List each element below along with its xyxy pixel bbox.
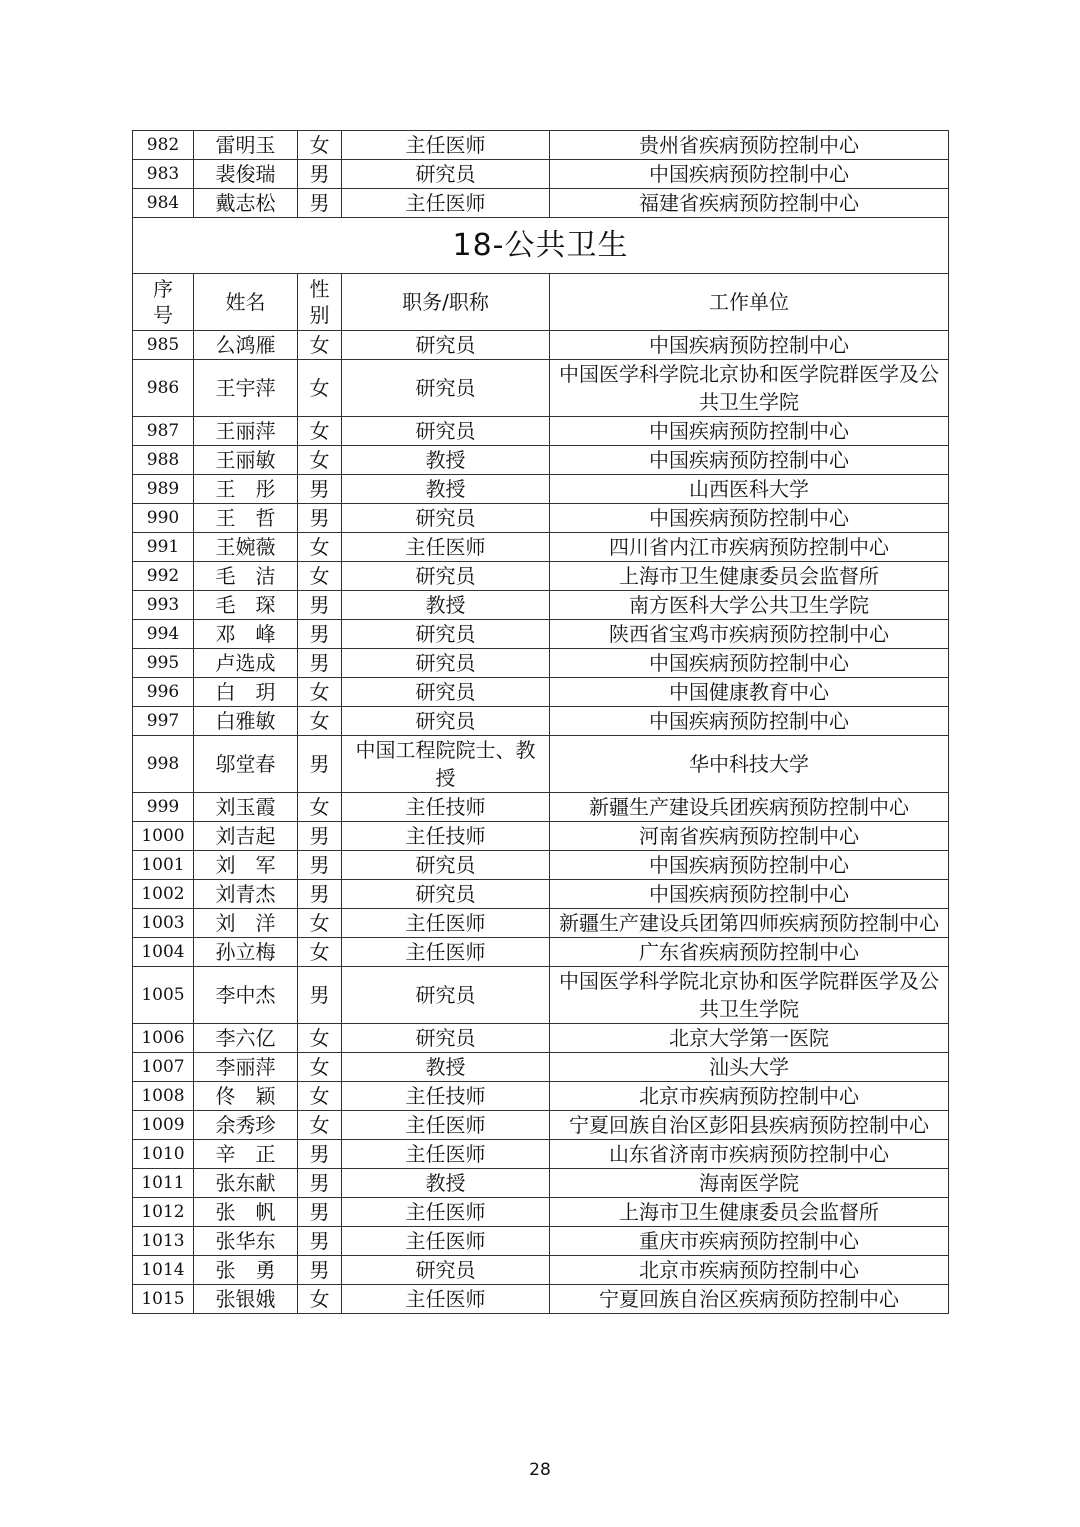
cell-unit: 华中科技大学 (550, 736, 949, 793)
cell-no: 983 (133, 160, 194, 189)
cell-unit: 中国疾病预防控制中心 (550, 851, 949, 880)
table-row (133, 1227, 949, 1256)
cell-gender: 男 (298, 967, 342, 1024)
cell-title: 研究员 (342, 417, 550, 446)
cell-no: 1014 (133, 1256, 194, 1285)
cell-no: 1002 (133, 880, 194, 909)
table-row (133, 967, 949, 1024)
cell-unit: 重庆市疾病预防控制中心 (550, 1227, 949, 1256)
cell-unit: 贵州省疾病预防控制中心 (550, 131, 949, 160)
cell-gender: 男 (298, 851, 342, 880)
cell-name: 毛 洁 (194, 562, 298, 591)
cell-gender: 女 (298, 446, 342, 475)
cell-name: 余秀珍 (194, 1111, 298, 1140)
cell-name: 毛 琛 (194, 591, 298, 620)
cell-title: 主任医师 (342, 909, 550, 938)
cell-no: 1004 (133, 938, 194, 967)
table-row (133, 475, 949, 504)
cell-no: 992 (133, 562, 194, 591)
cell-no: 1007 (133, 1053, 194, 1082)
cell-unit: 中国医学科学院北京协和医学院群医学及公共卫生学院 (550, 967, 949, 1024)
cell-unit: 中国疾病预防控制中心 (550, 160, 949, 189)
cell-unit: 海南医学院 (550, 1169, 949, 1198)
cell-gender: 女 (298, 131, 342, 160)
cell-title: 主任医师 (342, 938, 550, 967)
cell-unit: 上海市卫生健康委员会监督所 (550, 1198, 949, 1227)
table-row (133, 591, 949, 620)
cell-no: 982 (133, 131, 194, 160)
header-unit: 工作单位 (550, 274, 949, 331)
cell-title: 研究员 (342, 880, 550, 909)
cell-name: 戴志松 (194, 189, 298, 218)
cell-no: 991 (133, 533, 194, 562)
cell-title: 主任技师 (342, 1082, 550, 1111)
table-row (133, 504, 949, 533)
table-row (133, 880, 949, 909)
cell-no: 998 (133, 736, 194, 793)
cell-title: 教授 (342, 1169, 550, 1198)
cell-gender: 男 (298, 736, 342, 793)
cell-no: 988 (133, 446, 194, 475)
cell-name: 张 帆 (194, 1198, 298, 1227)
section-rows (133, 331, 949, 1314)
cell-unit: 河南省疾病预防控制中心 (550, 822, 949, 851)
cell-gender: 女 (298, 562, 342, 591)
cell-gender: 女 (298, 360, 342, 417)
cell-gender: 女 (298, 678, 342, 707)
cell-title: 主任医师 (342, 131, 550, 160)
cell-name: 孙立梅 (194, 938, 298, 967)
table-row (133, 793, 949, 822)
cell-no: 993 (133, 591, 194, 620)
cell-gender: 女 (298, 331, 342, 360)
cell-name: 王宇萍 (194, 360, 298, 417)
table-row (133, 562, 949, 591)
cell-no: 1015 (133, 1285, 194, 1314)
cell-gender: 女 (298, 533, 342, 562)
table-row (133, 533, 949, 562)
cell-no: 1012 (133, 1198, 194, 1227)
cell-unit: 宁夏回族自治区疾病预防控制中心 (550, 1285, 949, 1314)
cell-unit: 北京市疾病预防控制中心 (550, 1082, 949, 1111)
cell-unit: 宁夏回族自治区彭阳县疾病预防控制中心 (550, 1111, 949, 1140)
cell-gender: 男 (298, 189, 342, 218)
table-row (133, 822, 949, 851)
table-row (133, 707, 949, 736)
cell-unit: 汕头大学 (550, 1053, 949, 1082)
cell-unit: 中国疾病预防控制中心 (550, 446, 949, 475)
table-row (133, 678, 949, 707)
cell-unit: 陕西省宝鸡市疾病预防控制中心 (550, 620, 949, 649)
cell-unit: 中国医学科学院北京协和医学院群医学及公共卫生学院 (550, 360, 949, 417)
section-header (133, 218, 949, 331)
cell-name: 刘 洋 (194, 909, 298, 938)
cell-unit: 北京市疾病预防控制中心 (550, 1256, 949, 1285)
cell-gender: 男 (298, 880, 342, 909)
cell-title: 研究员 (342, 331, 550, 360)
cell-gender: 男 (298, 1198, 342, 1227)
cell-gender: 男 (298, 160, 342, 189)
cell-name: 王 彤 (194, 475, 298, 504)
cell-no: 997 (133, 707, 194, 736)
page-number: 28 (529, 1460, 551, 1480)
cell-no: 990 (133, 504, 194, 533)
cell-title: 研究员 (342, 1256, 550, 1285)
cell-no: 1008 (133, 1082, 194, 1111)
cell-gender: 男 (298, 504, 342, 533)
cell-title: 研究员 (342, 851, 550, 880)
table-row (133, 1198, 949, 1227)
cell-no: 999 (133, 793, 194, 822)
column-headers (133, 274, 949, 331)
table-row (133, 1256, 949, 1285)
table-row (133, 736, 949, 793)
cell-name: 辛 正 (194, 1140, 298, 1169)
table-row (133, 1285, 949, 1314)
cell-unit: 中国疾病预防控制中心 (550, 504, 949, 533)
table-row (133, 938, 949, 967)
cell-unit: 新疆生产建设兵团第四师疾病预防控制中心 (550, 909, 949, 938)
cell-title: 中国工程院院士、教授 (342, 736, 550, 793)
header-title: 职务/职称 (342, 274, 550, 331)
cell-gender: 男 (298, 649, 342, 678)
cell-name: 王婉薇 (194, 533, 298, 562)
cell-title: 研究员 (342, 1024, 550, 1053)
cell-gender: 女 (298, 707, 342, 736)
cell-name: 刘玉霞 (194, 793, 298, 822)
cell-gender: 男 (298, 620, 342, 649)
cell-gender: 女 (298, 938, 342, 967)
table-row (133, 189, 949, 218)
cell-title: 教授 (342, 446, 550, 475)
table-row (133, 1082, 949, 1111)
cell-title: 主任医师 (342, 533, 550, 562)
previous-section-rows (133, 131, 949, 218)
cell-name: 李丽萍 (194, 1053, 298, 1082)
cell-unit: 中国疾病预防控制中心 (550, 331, 949, 360)
cell-no: 986 (133, 360, 194, 417)
cell-no: 985 (133, 331, 194, 360)
cell-name: 李六亿 (194, 1024, 298, 1053)
cell-title: 研究员 (342, 562, 550, 591)
cell-gender: 男 (298, 1227, 342, 1256)
cell-gender: 男 (298, 1169, 342, 1198)
table-row (133, 331, 949, 360)
cell-gender: 男 (298, 475, 342, 504)
cell-gender: 女 (298, 1111, 342, 1140)
cell-unit: 四川省内江市疾病预防控制中心 (550, 533, 949, 562)
cell-gender: 男 (298, 822, 342, 851)
cell-title: 研究员 (342, 678, 550, 707)
cell-unit: 中国健康教育中心 (550, 678, 949, 707)
cell-name: 王丽萍 (194, 417, 298, 446)
cell-unit: 上海市卫生健康委员会监督所 (550, 562, 949, 591)
cell-name: 王 哲 (194, 504, 298, 533)
cell-gender: 女 (298, 1024, 342, 1053)
cell-no: 987 (133, 417, 194, 446)
cell-no: 1010 (133, 1140, 194, 1169)
cell-title: 教授 (342, 1053, 550, 1082)
cell-title: 研究员 (342, 620, 550, 649)
cell-name: 张 勇 (194, 1256, 298, 1285)
table-row (133, 360, 949, 417)
cell-unit: 中国疾病预防控制中心 (550, 649, 949, 678)
cell-no: 995 (133, 649, 194, 678)
table-row (133, 620, 949, 649)
cell-name: 张华东 (194, 1227, 298, 1256)
cell-name: 刘 军 (194, 851, 298, 880)
header-no: 序号 (133, 274, 194, 331)
cell-no: 1000 (133, 822, 194, 851)
cell-no: 1001 (133, 851, 194, 880)
table-row (133, 1140, 949, 1169)
cell-no: 1011 (133, 1169, 194, 1198)
cell-title: 研究员 (342, 649, 550, 678)
cell-title: 研究员 (342, 967, 550, 1024)
cell-title: 主任医师 (342, 1111, 550, 1140)
cell-name: 王丽敏 (194, 446, 298, 475)
cell-unit: 山西医科大学 (550, 475, 949, 504)
cell-title: 研究员 (342, 160, 550, 189)
table-row (133, 1053, 949, 1082)
cell-name: 裴俊瑞 (194, 160, 298, 189)
cell-no: 994 (133, 620, 194, 649)
roster-table (132, 130, 949, 1314)
cell-title: 主任医师 (342, 1198, 550, 1227)
cell-unit: 北京大学第一医院 (550, 1024, 949, 1053)
table-row (133, 649, 949, 678)
cell-gender: 男 (298, 591, 342, 620)
cell-unit: 新疆生产建设兵团疾病预防控制中心 (550, 793, 949, 822)
cell-name: 邬堂春 (194, 736, 298, 793)
cell-gender: 女 (298, 1285, 342, 1314)
cell-no: 1009 (133, 1111, 194, 1140)
cell-title: 主任技师 (342, 793, 550, 822)
cell-unit: 中国疾病预防控制中心 (550, 707, 949, 736)
cell-name: 卢选成 (194, 649, 298, 678)
cell-gender: 女 (298, 909, 342, 938)
table-row (133, 1169, 949, 1198)
cell-unit: 中国疾病预防控制中心 (550, 417, 949, 446)
table-row (133, 446, 949, 475)
cell-no: 996 (133, 678, 194, 707)
cell-no: 1006 (133, 1024, 194, 1053)
cell-gender: 女 (298, 1053, 342, 1082)
cell-unit: 山东省济南市疾病预防控制中心 (550, 1140, 949, 1169)
header-gender: 性别 (298, 274, 342, 331)
cell-unit: 广东省疾病预防控制中心 (550, 938, 949, 967)
cell-title: 主任医师 (342, 1227, 550, 1256)
cell-gender: 男 (298, 1256, 342, 1285)
cell-unit: 福建省疾病预防控制中心 (550, 189, 949, 218)
cell-name: 么鸿雁 (194, 331, 298, 360)
section-title: 18-公共卫生 (133, 218, 949, 274)
cell-name: 佟 颖 (194, 1082, 298, 1111)
cell-title: 主任医师 (342, 189, 550, 218)
cell-name: 张银娥 (194, 1285, 298, 1314)
cell-title: 主任医师 (342, 1140, 550, 1169)
cell-no: 984 (133, 189, 194, 218)
cell-title: 教授 (342, 475, 550, 504)
table-row (133, 160, 949, 189)
table-row (133, 909, 949, 938)
cell-name: 邓 峰 (194, 620, 298, 649)
cell-name: 刘吉起 (194, 822, 298, 851)
cell-no: 989 (133, 475, 194, 504)
cell-gender: 女 (298, 1082, 342, 1111)
table-row (133, 1024, 949, 1053)
cell-no: 1013 (133, 1227, 194, 1256)
cell-title: 研究员 (342, 504, 550, 533)
cell-title: 研究员 (342, 707, 550, 736)
cell-name: 刘青杰 (194, 880, 298, 909)
cell-gender: 女 (298, 793, 342, 822)
cell-title: 主任技师 (342, 822, 550, 851)
cell-name: 雷明玉 (194, 131, 298, 160)
header-name: 姓名 (194, 274, 298, 331)
table-row (133, 851, 949, 880)
cell-no: 1003 (133, 909, 194, 938)
cell-name: 李中杰 (194, 967, 298, 1024)
cell-gender: 男 (298, 1140, 342, 1169)
table-row (133, 131, 949, 160)
cell-title: 主任医师 (342, 1285, 550, 1314)
cell-no: 1005 (133, 967, 194, 1024)
cell-unit: 中国疾病预防控制中心 (550, 880, 949, 909)
cell-name: 白 玥 (194, 678, 298, 707)
cell-gender: 女 (298, 417, 342, 446)
table-row (133, 1111, 949, 1140)
cell-name: 白雅敏 (194, 707, 298, 736)
cell-title: 研究员 (342, 360, 550, 417)
cell-title: 教授 (342, 591, 550, 620)
cell-unit: 南方医科大学公共卫生学院 (550, 591, 949, 620)
cell-name: 张东献 (194, 1169, 298, 1198)
table-row (133, 417, 949, 446)
